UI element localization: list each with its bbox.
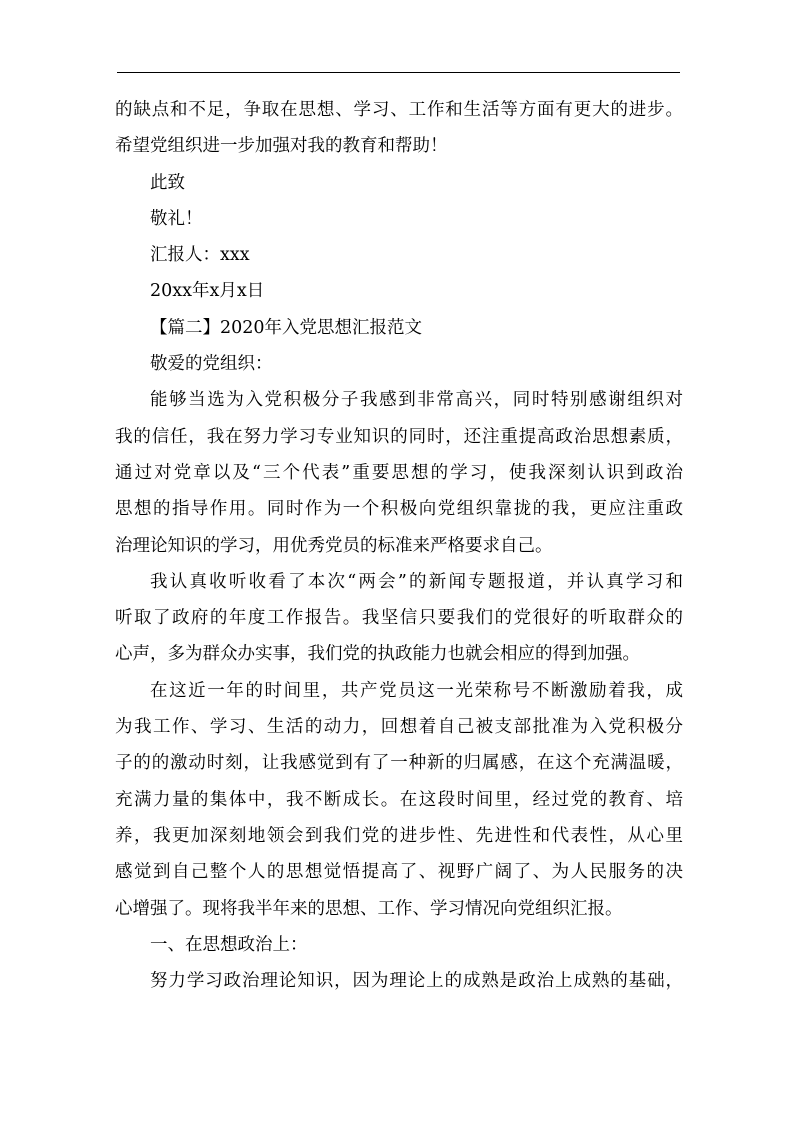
- paragraph-line: 的缺点和不足，争取在思想、学习、工作和生活等方面有更大的进步。: [115, 100, 683, 120]
- paragraph-line: 能够当选为入党积极分子我感到非常高兴，同时特别感谢组织对: [150, 390, 683, 411]
- paragraph-line: 治理论知识的学习，用优秀党员的标准来严格要求自己。: [115, 535, 553, 556]
- date-line: 20xx年x月x日: [150, 281, 265, 302]
- signature-line: 汇报人：xxx: [150, 245, 250, 266]
- salutation-line: 敬礼！: [150, 208, 203, 229]
- paragraph-line: 充满力量的集体中，我不断成长。在这段时间里，经过党的教育、培: [115, 789, 683, 810]
- paragraph-line: 我认真收听收看了本次“两会”的新闻专题报道，并认真学习和: [150, 571, 683, 592]
- paragraph-line: 希望党组织进一步加强对我的教育和帮助！: [115, 136, 448, 157]
- paragraph-line: 在这近一年的时间里，共产党员这一光荣称号不断激励着我，成: [150, 680, 683, 701]
- paragraph-line: 我的信任，我在努力学习专业知识的同时，还注重提高政治思想素质，: [115, 426, 683, 447]
- document-body: [115, 92, 683, 999]
- header-rule: [117, 72, 680, 73]
- paragraph-line: 为我工作、学习、生活的动力，回想着自己被支部批准为入党积极分: [115, 717, 683, 738]
- section-heading: 【篇二】2020年入党思想汇报范文: [150, 317, 423, 338]
- paragraph-line: 努力学习政治理论知识，因为理论上的成熟是政治上成熟的基础，: [150, 971, 683, 992]
- paragraph-line: 养，我更加深刻地领会到我们党的进步性、先进性和代表性，从心里: [115, 825, 683, 846]
- paragraph-line: 感觉到自己整个人的思想觉悟提高了、视野广阔了、为人民服务的决: [115, 862, 683, 883]
- paragraph-line: 思想的指导作用。同时作为一个积极向党组织靠拢的我，更应注重政: [115, 499, 683, 520]
- subsection-heading: 一、在思想政治上：: [150, 934, 308, 955]
- paragraph-line: 通过对党章以及“三个代表”重要思想的学习，使我深刻认识到政治: [115, 462, 683, 483]
- salutation-line: 此致: [150, 172, 185, 193]
- greeting-line: 敬爱的党组织：: [150, 354, 273, 375]
- paragraph-line: 心增强了。现将我半年来的思想、工作、学习情况向党组织汇报。: [115, 898, 623, 919]
- paragraph-line: 子的的激动时刻，让我感觉到有了一种新的归属感，在这个充满温暖，: [115, 753, 683, 774]
- paragraph-line: 听取了政府的年度工作报告。我坚信只要我们的党很好的听取群众的: [115, 608, 683, 629]
- paragraph-line: 心声，多为群众办实事，我们党的执政能力也就会相应的得到加强。: [115, 644, 640, 665]
